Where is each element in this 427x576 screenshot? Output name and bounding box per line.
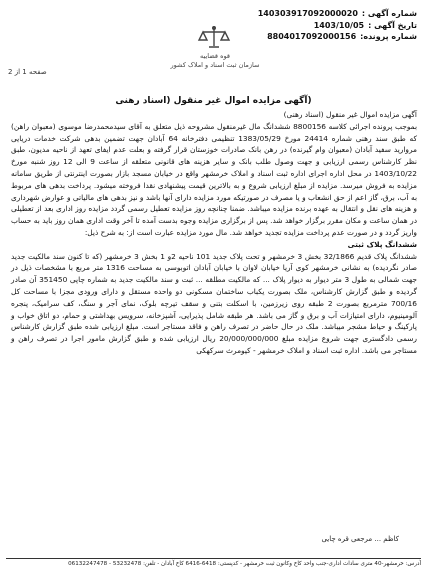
notice-number-label: شماره آگهی : [361,9,417,18]
notice-date-label: تاریخ آگهی : [368,20,417,30]
org-name: قوه قضاییه [200,52,230,60]
notice-date-row [257,20,417,32]
notice-meta [257,8,417,43]
page-title: (آگهی مزایده اموال غیر منقول (اسناد رهنی [115,96,312,106]
judiciary-logo [165,24,265,78]
property-description: ششدانگ پلاک قدیم 32/1866 بخش 3 خرمشهر و تحت پلاک جدید 101 ناحیه 2و 1 بخش 3 خرمشهر (که تا کنون سند مالکیت جدید صادر نگردیده) به نشانی خرمشهر کوی آریا خیابان لاوان با خیابان آبادان اتوبوسی به مساحت 1316 متر مربع با مشخصات ذیل در جهت شمالی به طول 3 متر دیوار به دیوار پلاک ... که مالکیت مطلقه ... ثبت و سند مالکیت جدید به شماره چاپی 351450 آن صادر گردیده و طبق گزارش کارشناس، ملک بصورت یکباب ساختمان مسکونی دو واحده مستقل و دارای ورودی مجزا با مساحت کل 700/16 مترمربع بصورت 2 طبقه روی زیرزمین، با اسکلت بتنی و سقف تیرچه بلوک، نمای آجر و سنگ، کف سرامیک، پنجره آلومینیوم، دارای امتیازات آب و برق و گاز می باشد. هر طبقه شامل پذیرایی، آشپزخانه، سرویس بهداشتی و حمام، دو اتاق خواب و پارکینگ و حیاط مشجر میباشد. ملک در حال حاضر در تصرف راهن و فاقد مستاجر است. مبلغ ارزیابی شده طبق گزارش کارشناس رسمی دادگستری جهت شروع مزایده مبلغ 20/000/000/000 ریال ارزیابی شده و طبق گزارش مامور اجرا در تصرف راهن و مستاجر می باشد. اداره ثبت اسناد و املاک خرمشهر - کیومرث سرکهکی [11,251,418,355]
notice-date: 1403/10/05 [313,20,365,30]
footer-address: آدرس: خرمشهر-40 متری سادات اداری-جنب واحد کاخ وکانون ثبت خرمشهر - کدپستی: 6418-6416 کاخ آبادان - تلفن: 53232478 - 06132247478 [6,558,421,567]
signature: کاظم ... مرجعی قره چایی [321,535,399,543]
file-number: 8804017092000156 [267,32,357,41]
notice-number: 140303917092000020 [257,9,358,18]
intro-line: آگهی مزایده اموال غیر منقول (اسناد رهنی) [283,110,417,119]
page-number: صفحه 1 از 2 [8,68,47,76]
section-heading: ششدانگ پلاک ثبتی [347,239,417,249]
notice-number-row [257,8,417,20]
org-subname: سازمان ثبت اسناد و املاک کشور [170,61,260,69]
main-paragraph: بموجب پرونده اجرائی کلاسه 8800156 ششدانگ مال غیرمنقول مشروحه ذیل متعلق به آقای سیدمحمدرضا موسوی (معبوان راهن) که طبق سند رهنی شماره 24414 مورخ 1383/05/29 تنظیمی دفترخانه 64 آبادان جهت تضمین بدهی شرکت خدمات دریایی مروارید سفید آبادان (معبوان وام گیرنده) در رهن بانک صادرات خوزستان قرار گرفته و بعلت عدم ایفای تعهد از ناحیه مدیون، طبق نظر کارشناس رسمی ارزیابی و جهت وصول طلب بانک و سایر هزینه های قانونی متعلقه از ساعت 9 الی 12 روز شنبه مورخ 1403/10/22 در محل اداره اجرای اداره ثبت اسناد و املاک خرمشهر واقع در خیابان مسجد بازار بصورت اینترنتی از طریق سامانه مزایده به فروش میرسد. مزایده از مبلغ ارزیابی شروع و به بالاترین قیمت پیشنهادی نقدا فروخته میشود. پرداخت بدهی های مربوط به آب، برق، گاز اعم از حق انشعاب و یا مصرف در صورتیکه مورد مزایده دارای آنها باشد و نیز بدهی های مالیاتی و عوارض شهرداری و هزینه های نقل و انتقال به عهده برنده مزایده میباشد. ضمنا چنانچه روز مزایده تعطیل رسمی گردد مزایده روز اداری بعد از تعطیلی در همان ساعت و مکان مقرر برگزار خواهد شد. پس از برگزاری مزایده وجوه بدست آمده تا آخر وقت اداری همان روز باید به حساب واریز گردد و در صورت عدم پرداخت مزایده تجدید خواهد شد. مال مورد مزایده عبارت است از: به شرح ذیل: [11,121,417,237]
file-number-row [257,31,417,43]
file-number-label: شماره پرونده: [360,32,417,41]
notice-body [11,109,417,357]
judiciary-seal-icon [195,24,233,50]
